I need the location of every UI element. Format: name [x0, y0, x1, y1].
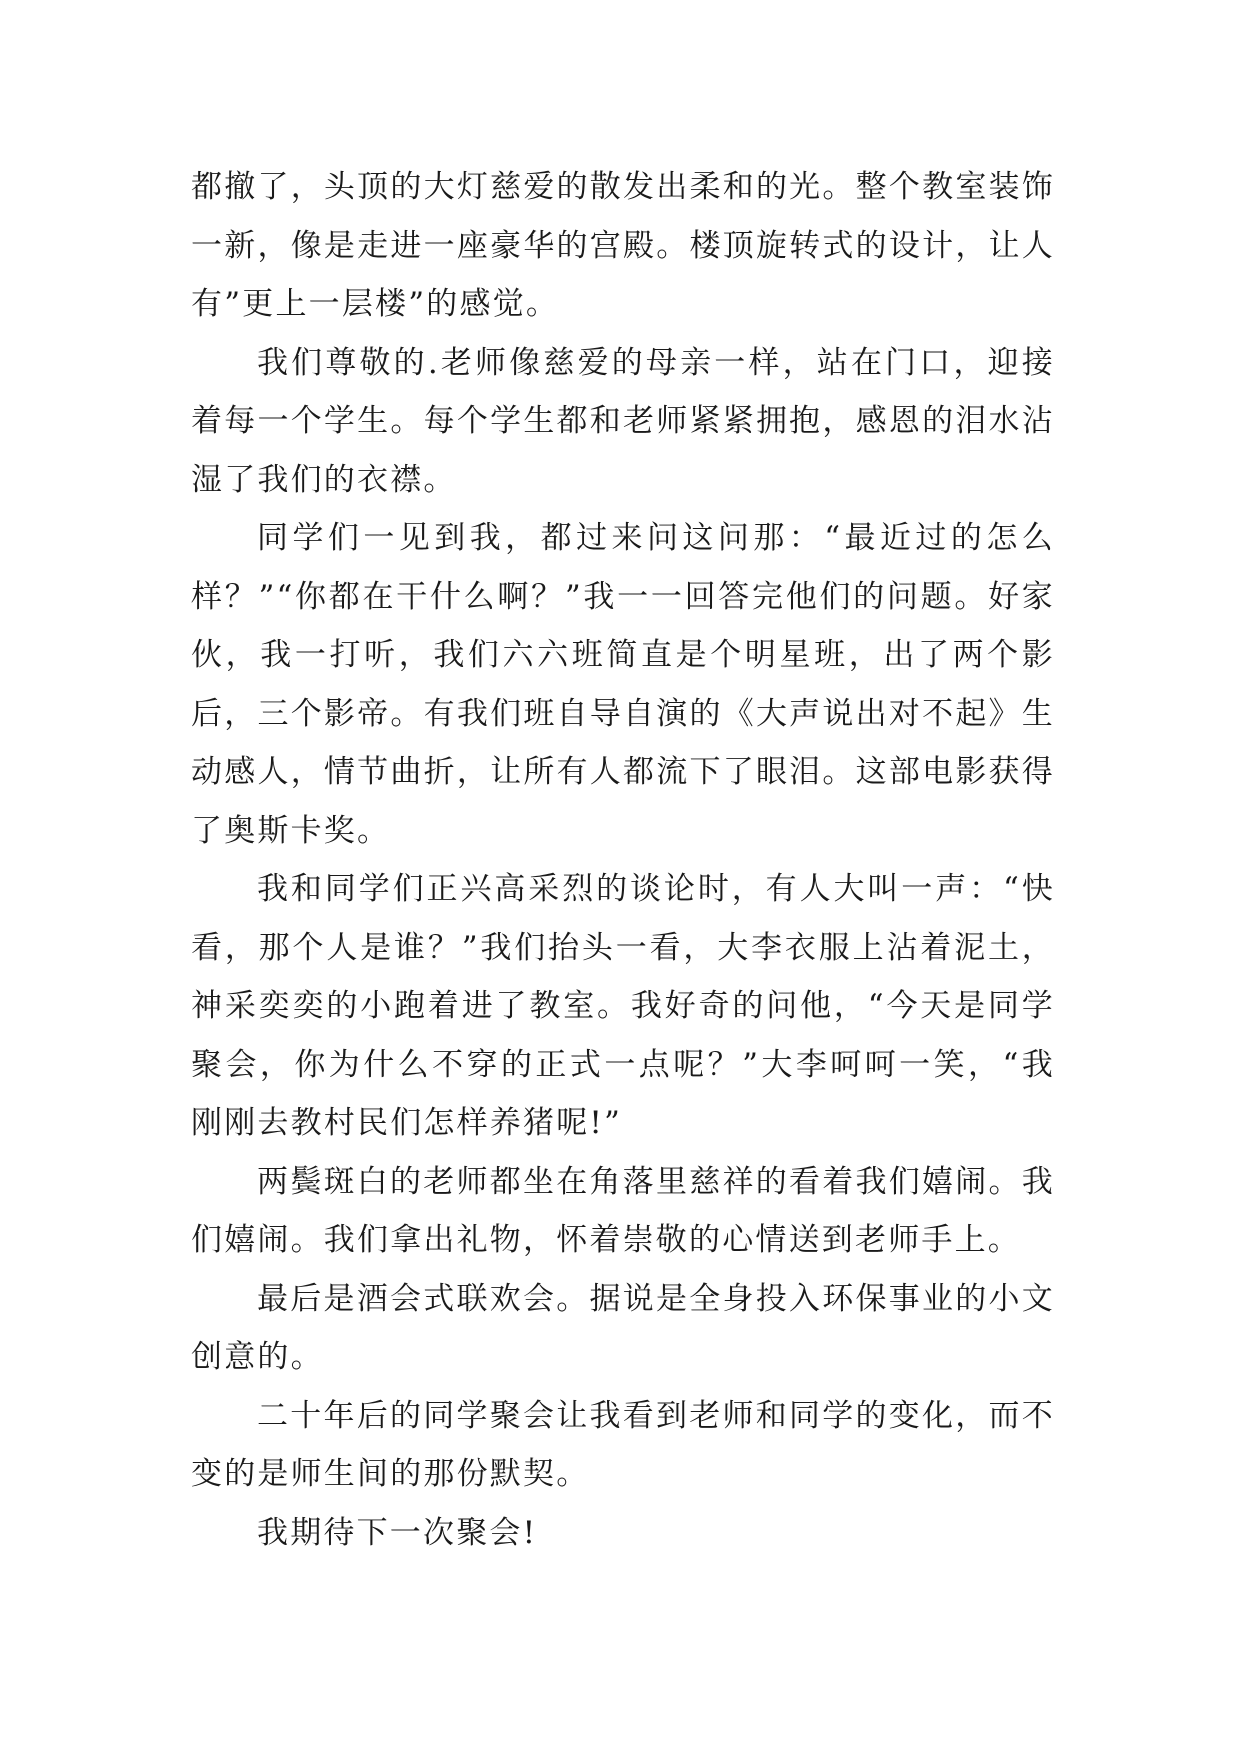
paragraph-2: 我们尊敬的.老师像慈爱的母亲一样，站在门口，迎接着每一个学生。每个学生都和老师紧紧拥抱，感恩的泪水沾湿了我们的衣襟。 — [191, 344, 1055, 498]
paragraph-1: 都撤了，头顶的大灯慈爱的散发出柔和的光。整个教室装饰一新，像是走进一座豪华的宫殿。楼顶旋转式的设计，让人有”更上一层楼”的感觉。 — [191, 169, 1055, 322]
document-page — [191, 158, 1055, 1562]
paragraph-7: 二十年后的同学聚会让我看到老师和同学的变化，而不变的是师生间的那份默契。 — [191, 1397, 1055, 1492]
paragraph-8: 我期待下一次聚会! — [257, 1514, 538, 1551]
paragraph-4: 我和同学们正兴高采烈的谈论时，有人大叫一声：“快看，那个人是谁？”我们抬头一看，大李衣服上沾着泥土，神采奕奕的小跑着进了教室。我好奇的问他，“今天是同学聚会，你为什么不穿的正式一点呢？”大李呵呵一笑，“我刚刚去教村民们怎样养猪呢!” — [191, 871, 1055, 1141]
paragraph-6: 最后是酒会式联欢会。据说是全身投入环保事业的小文创意的。 — [191, 1280, 1055, 1375]
paragraph-5: 两鬓斑白的老师都坐在角落里慈祥的看着我们嬉闹。我们嬉闹。我们拿出礼物，怀着崇敬的心情送到老师手上。 — [191, 1163, 1055, 1258]
paragraph-3: 同学们一见到我，都过来问这问那：“最近过的怎么样？”“你都在干什么啊？”我一一回答完他们的问题。好家伙，我一打听，我们六六班简直是个明星班，出了两个影后，三个影帝。有我们班自导自演的《大声说出对不起》生动感人，情节曲折，让所有人都流下了眼泪。这部电影获得了奥斯卡奖。 — [191, 520, 1055, 849]
